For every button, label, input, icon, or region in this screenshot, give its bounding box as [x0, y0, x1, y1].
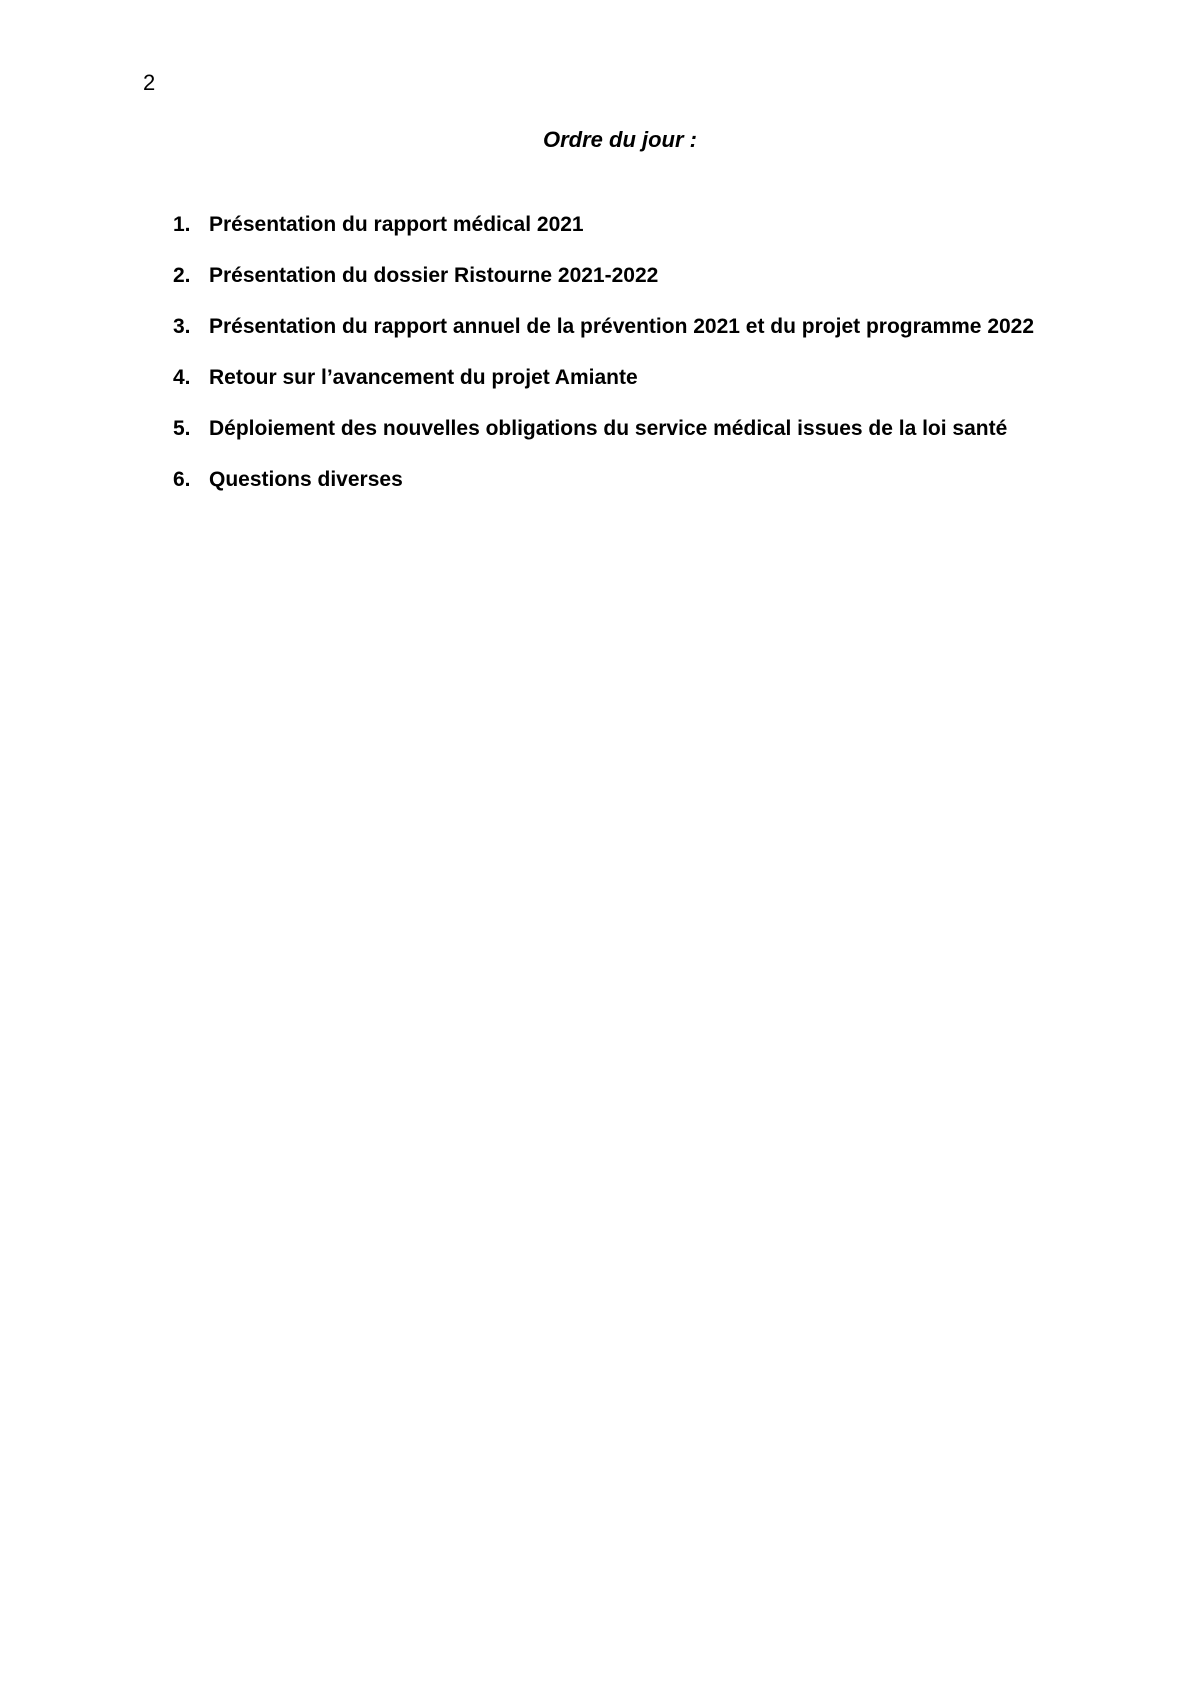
agenda-item-number: 2.	[173, 264, 191, 287]
agenda-item	[173, 469, 1034, 520]
agenda-item	[173, 316, 1034, 367]
agenda-item	[173, 418, 1034, 469]
agenda-item	[173, 367, 1034, 418]
agenda-list	[173, 214, 1034, 520]
agenda-item	[173, 214, 1034, 265]
agenda-item-text: Présentation du rapport annuel de la prévention 2021 et du projet programme 2022	[209, 315, 1035, 338]
agenda-title: Ordre du jour :	[543, 127, 697, 152]
agenda-item-number: 4.	[173, 366, 191, 389]
agenda-item-number: 5.	[173, 417, 191, 440]
agenda-item-number: 6.	[173, 468, 191, 491]
agenda-item-text: Questions diverses	[209, 468, 403, 491]
agenda-item-text: Présentation du dossier Ristourne 2021-2022	[209, 264, 659, 287]
agenda-item-text: Déploiement des nouvelles obligations du service médical issues de la loi santé	[209, 417, 1008, 440]
agenda-item-text: Présentation du rapport médical 2021	[209, 213, 584, 236]
agenda-item-number: 3.	[173, 315, 191, 338]
agenda-item-number: 1.	[173, 213, 191, 236]
agenda-item	[173, 265, 1034, 316]
agenda-item-text: Retour sur l’avancement du projet Amiante	[209, 366, 638, 389]
page-number: 2	[143, 70, 156, 95]
